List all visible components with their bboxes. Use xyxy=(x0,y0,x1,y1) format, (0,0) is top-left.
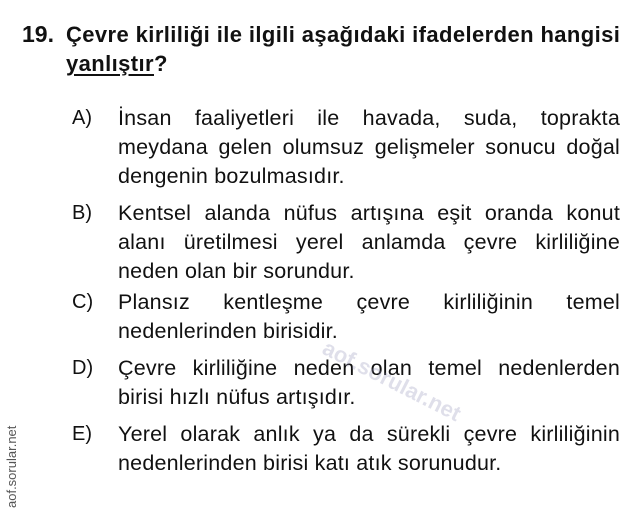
option-letter: B) xyxy=(72,202,92,224)
watermark-center: aof.sorular.net xyxy=(318,335,466,427)
option-letter: E) xyxy=(72,423,92,445)
option-d[interactable] xyxy=(72,354,620,412)
question-text xyxy=(66,20,626,78)
option-c[interactable] xyxy=(72,288,620,346)
option-text: Çevre kirliliğine neden olan temel nedenlerden birisi hızlı nüfus artışıdır. xyxy=(118,356,620,409)
question-number: 19. xyxy=(22,21,54,47)
option-text: Kentsel alanda nüfus artışına eşit oranda konut alanı üretilmesi yerel anlamda çevre kirliliğine neden olan bir sorundur. xyxy=(118,201,620,283)
option-letter: C) xyxy=(72,291,94,313)
option-e[interactable] xyxy=(72,420,620,478)
question-mark: ? xyxy=(153,51,168,76)
option-a[interactable] xyxy=(72,104,620,191)
watermark-side: aof.sorular.net xyxy=(4,425,19,508)
option-letter: D) xyxy=(72,357,94,379)
question-emphasis: yanlıştır xyxy=(66,51,154,76)
option-text: Plansız kentleşme çevre kirliliğinin temel nedenlerinden birisidir. xyxy=(118,290,620,343)
option-b[interactable] xyxy=(72,199,620,286)
option-text: Yerel olarak anlık ya da sürekli çevre kirliliğinin nedenlerinden birisi katı atık sorunudur. xyxy=(118,422,620,475)
option-text: İnsan faaliyetleri ile havada, suda, toprakta meydana gelen olumsuz gelişmeler sonucu doğal dengenin bozulmasıdır. xyxy=(118,106,620,188)
option-letter: A) xyxy=(72,107,92,129)
question-text-main: Çevre kirliliği ile ilgili aşağıdaki ifadelerden hangisi xyxy=(66,22,621,47)
